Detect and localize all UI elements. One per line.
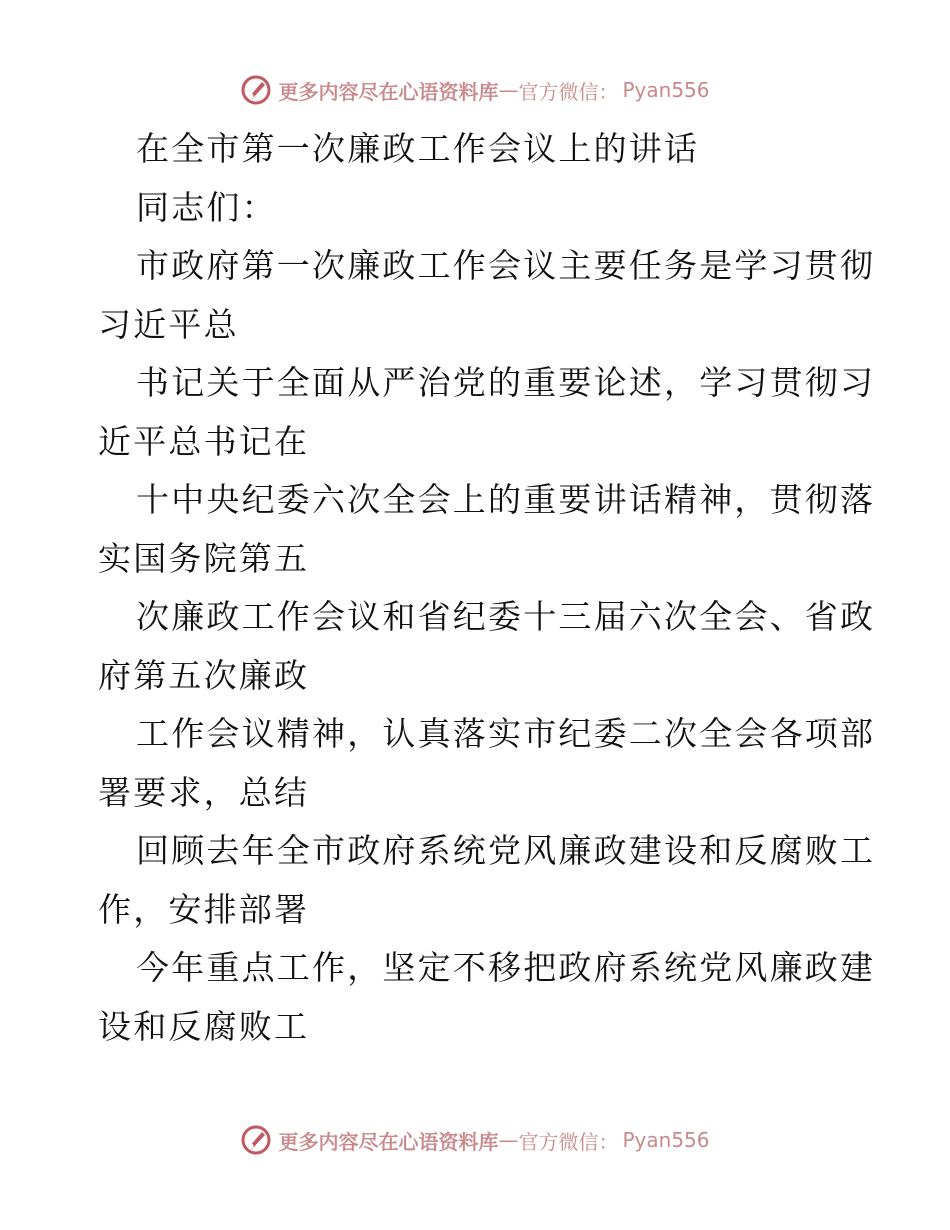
paragraph-line: 署要求，总结 bbox=[98, 772, 310, 812]
footer-watermark bbox=[0, 1120, 950, 1160]
paragraph-line: 习近平总 bbox=[98, 304, 239, 344]
paragraph-line: 回顾去年全市政府系统党风廉政建设和反腐败工 bbox=[136, 831, 876, 870]
paragraph-line: 府第五次廉政 bbox=[98, 655, 310, 695]
watermark-site-name: 更多内容尽在心语资料库 bbox=[278, 79, 499, 104]
paragraph-line: 市政府第一次廉政工作会议主要任务是学习贯彻 bbox=[136, 246, 876, 285]
header-watermark bbox=[0, 70, 950, 110]
document-title: 在全市第一次廉政工作会议上的讲话 bbox=[136, 129, 700, 168]
paragraph-line: 近平总书记在 bbox=[98, 421, 310, 461]
document-salutation: 同志们： bbox=[136, 187, 277, 227]
watermark-dash: — bbox=[498, 1128, 519, 1152]
watermark-site-name: 更多内容尽在心语资料库 bbox=[278, 1129, 499, 1154]
paragraph-line: 作，安排部署 bbox=[98, 889, 310, 929]
paragraph-line: 十中央纪委六次全会上的重要讲话精神，贯彻落 bbox=[136, 480, 876, 519]
paragraph-line: 设和反腐败工 bbox=[98, 1006, 310, 1046]
document-body bbox=[98, 120, 876, 1056]
watermark-wechat-label: 官方微信： bbox=[518, 79, 619, 104]
paragraph-line: 实国务院第五 bbox=[98, 538, 310, 578]
paragraph-line: 今年重点工作，坚定不移把政府系统党风廉政建 bbox=[136, 948, 876, 987]
watermark-wechat-id: Pyan556 bbox=[622, 1128, 710, 1152]
watermark-dash: — bbox=[498, 78, 519, 102]
quill-logo-icon bbox=[240, 74, 272, 106]
watermark-wechat-id: Pyan556 bbox=[622, 78, 710, 102]
paragraph-line: 工作会议精神，认真落实市纪委二次全会各项部 bbox=[136, 714, 876, 753]
watermark-wechat-label: 官方微信： bbox=[518, 1129, 619, 1154]
quill-logo-icon bbox=[240, 1124, 272, 1156]
paragraph-line: 书记关于全面从严治党的重要论述，学习贯彻习 bbox=[136, 363, 876, 402]
paragraph-line: 次廉政工作会议和省纪委十三届六次全会、省政 bbox=[136, 597, 876, 636]
